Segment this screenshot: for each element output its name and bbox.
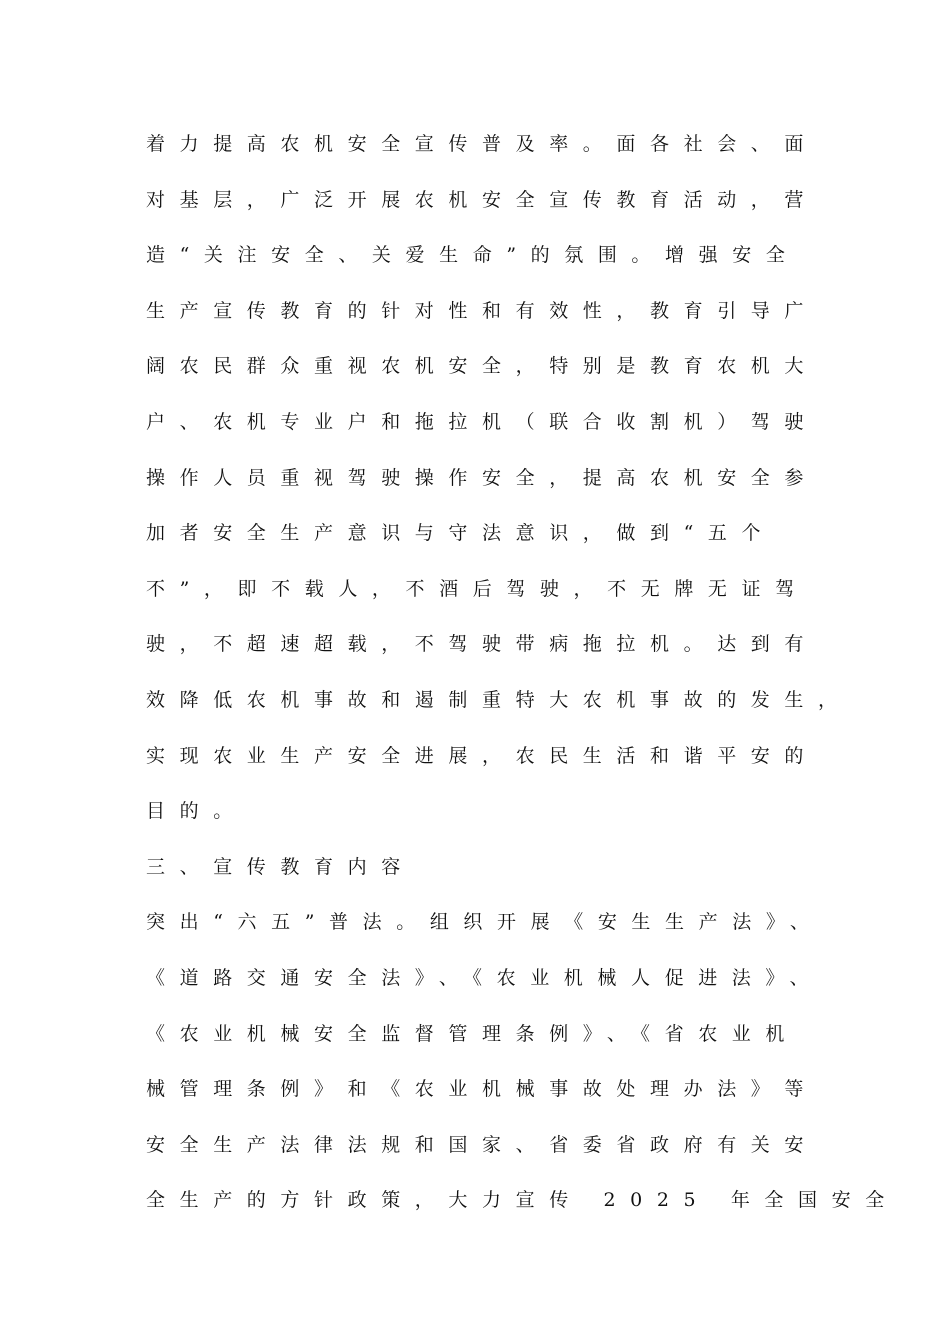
text-line: 驶，不超速超载，不驾驶带病拖拉机。达到有 [146,633,819,656]
text-line: 对基层，广泛开展农机安全宣传教育活动，营 [146,188,819,211]
text-line: 效降低农机事故和遏制重特大农机事故的发生， [146,688,852,711]
body-text [146,128,899,1240]
text-line: 械管理条例》和《农业机械事故处理办法》等 [146,1078,819,1101]
text-line: 阔农民群众重视农机安全，特别是教育农机大 [146,355,819,378]
text-line: 突出“六五”普法。组织开展《安生生产法》、 [146,911,824,934]
section-heading: 三、宣传教育内容 [146,855,415,878]
text-line: 着力提高农机安全宣传普及率。面各社会、面 [146,133,819,155]
text-line: 目的。 [146,800,247,823]
text-line: 安全生产法律法规和国家、省委省政府有关安 [146,1133,819,1156]
text-line: 《农业机械安全监督管理条例》、《省农业机 [146,1022,800,1045]
text-line: 生产宣传教育的针对性和有效性，教育引导广 [146,299,819,322]
text-line: 户、农机专业户和拖拉机（联合收割机）驾驶 [146,410,819,433]
text-line: 不”，即不载人，不酒后驾驶，不无牌无证驾 [146,577,809,600]
text-line: 全生产的方针政策，大力宣传 2025 年全国安全 [146,1189,899,1212]
text-line: 《道路交通安全法》、《农业机械人促进法》、 [146,966,824,989]
text-line: 实现农业生产安全进展，农民生活和谐平安的 [146,744,819,767]
text-line: 操作人员重视驾驶操作安全，提高农机安全参 [146,466,819,489]
text-line: 造“关注安全、关爱生命”的氛围。增强安全 [146,244,800,267]
text-line: 加者安全生产意识与守法意识，做到“五个 [146,522,776,545]
